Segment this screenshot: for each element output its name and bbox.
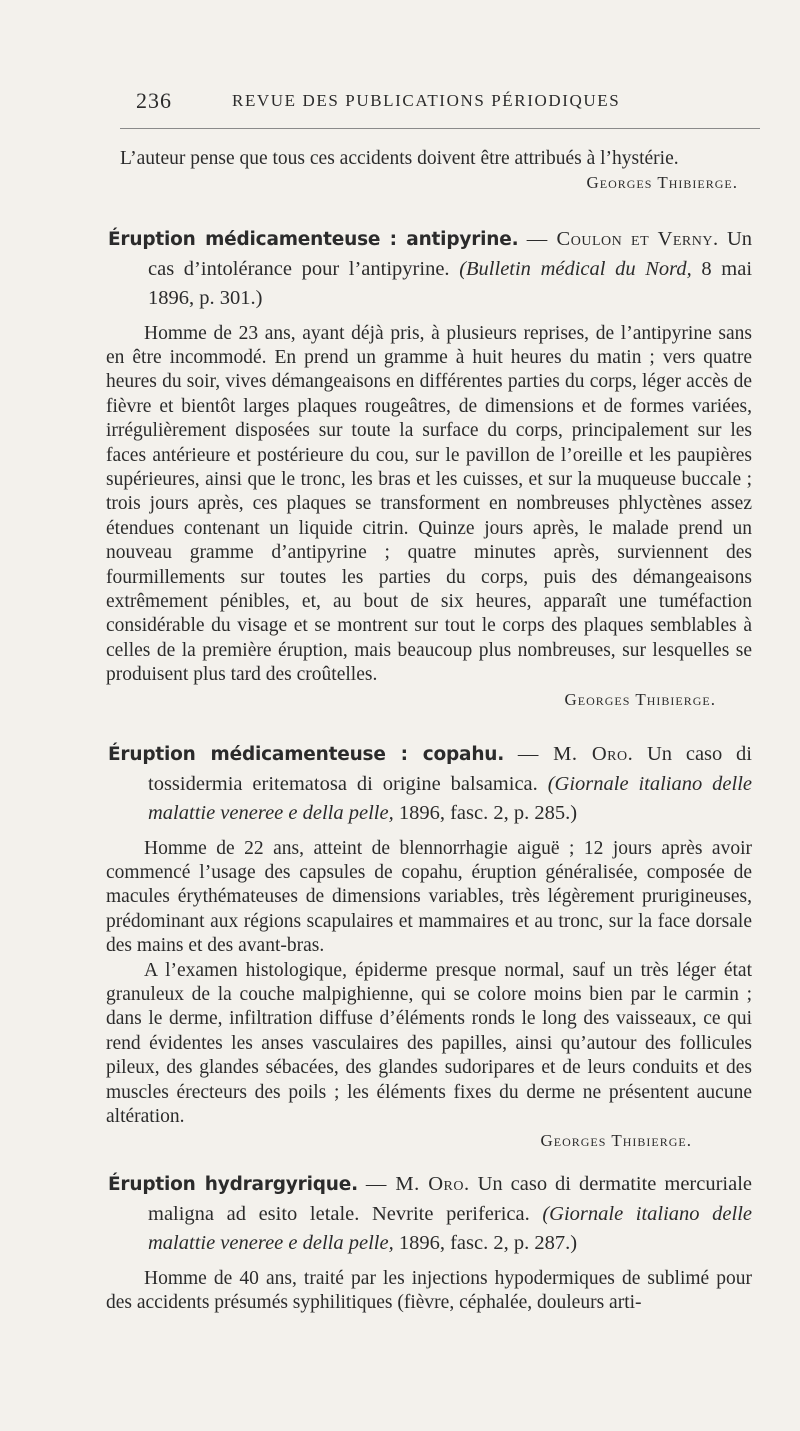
article-reference: 8 mai 1896, p. 301.) <box>148 257 753 309</box>
article-heading: Un caso di dermatite mercuriale maligna ad esito letale. Nevrite periferica. <box>148 1173 753 1225</box>
intro-section <box>0 147 800 195</box>
article-authors: — Coulon et Verny. <box>526 228 719 250</box>
article-rubric: Éruption médicamenteuse : copahu. <box>108 744 505 765</box>
article-heading: Un cas d’intolérance pour l’antipyrine. <box>148 228 752 280</box>
intro-text: L’auteur pense que tous ces accidents doivent être attribués à l’hystérie. <box>120 148 679 169</box>
article-paragraph: Homme de 22 ans, atteint de blennorrhagie aiguë ; 12 jours après avoir commencé l’usage des capsules de copahu, éruption généralisée, composée de macules érythémateuses de dimensions variables, très légèrement prurigineuses, prédominant aux régions scapulaires et mammaires et au tronc, sur la face dorsale des mains et des avant-bras. <box>106 837 752 957</box>
article-paragraph: A l’examen histologique, épiderme presque normal, sauf un très léger état granuleux de la couche malpighienne, qui se colore moins bien par le carmin ; dans le derme, infiltration diffuse d’éléments ronds le long des vaisseaux, ce qui rend évidentes les anses vasculaires des papilles, ainsi qu’autour des follicules pileux, des glandes sébacées, des glandes sudoripares et de leurs conduits et des muscles érecteurs des poils ; les éléments fixes du derme ne présentent aucune altération. <box>106 959 752 1127</box>
article-heading: Un caso di tossidermia eritematosa di origine balsamica. <box>148 743 753 795</box>
article-body <box>106 1267 752 1316</box>
article-reference: 1896, fasc. 2, p. 285.) <box>398 802 578 824</box>
article-body <box>106 837 752 1130</box>
article-reference: 1896, fasc. 2, p. 287.) <box>398 1232 578 1254</box>
article-copahu <box>0 740 800 1153</box>
article-hydrargyrique <box>0 1170 800 1315</box>
article-authors: — M. Oro. <box>517 743 634 765</box>
article-rubric: Éruption hydrargyrique. <box>108 1174 358 1195</box>
article-title <box>108 740 752 829</box>
article-antipyrine <box>0 225 800 712</box>
running-head: REVUE DES PUBLICATIONS PÉRIODIQUES <box>232 91 621 110</box>
signature: Georges Thibierge. <box>564 689 716 709</box>
article-paragraph: Homme de 40 ans, traité par les injections hypodermiques de sublimé pour des accidents présumés syphilitiques (fièvre, céphalée, douleurs arti- <box>106 1267 752 1313</box>
article-journal: (Bulletin médical du Nord, <box>459 257 692 280</box>
header-rule <box>120 128 760 129</box>
article-title <box>108 225 752 314</box>
signature: Georges Thibierge. <box>586 173 738 193</box>
article-body <box>106 322 752 688</box>
page-number: 236 <box>136 88 172 113</box>
article-authors: — M. Oro. <box>365 1173 470 1195</box>
article-journal: (Giornale italiano delle malattie veneree e della pelle, <box>148 1202 752 1254</box>
page-header <box>136 88 756 118</box>
article-title <box>108 1170 752 1259</box>
article-paragraph: Homme de 23 ans, ayant déjà pris, à plusieurs reprises, de l’antipyrine sans en être incommodé. En prend un gramme à huit heures du matin ; vers quatre heures du soir, vives démangeaisons en différentes parties du corps, léger accès de fièvre et bientôt larges plaques rougeâtres, de dimensions et de formes variées, irrégulièrement disposées sur toute la surface du corps, principalement sur les faces antérieure et postérieure du cou, sur le pavillon de l’oreille et les paupières supérieures, ainsi que le tronc, les bras et les cuisses, et sur la muqueuse buccale ; trois jours après, ces plaques se transforment en nombreuses phlyctènes assez étendues contenant un liquide citrin. Quinze jours après, le malade prend un nouveau gramme d’antipyrine ; quatre minutes après, surviennent des fourmillements sur toutes les parties du corps, puis des démangeaisons extrêmement pénibles, et, au bout de six heures, apparaît une tuméfaction considérable du visage et se montrent sur tout le corps des plaques semblables à celles de la première éruption, mais beaucoup plus nombreuses, sur lesquelles se produisent plus tard des croûtelles. <box>106 322 752 686</box>
article-journal: (Giornale italiano delle malattie veneree e della pelle, <box>148 772 752 824</box>
signature: Georges Thibierge. <box>540 1131 692 1151</box>
article-rubric: Éruption médicamenteuse : antipyrine. <box>108 229 519 250</box>
